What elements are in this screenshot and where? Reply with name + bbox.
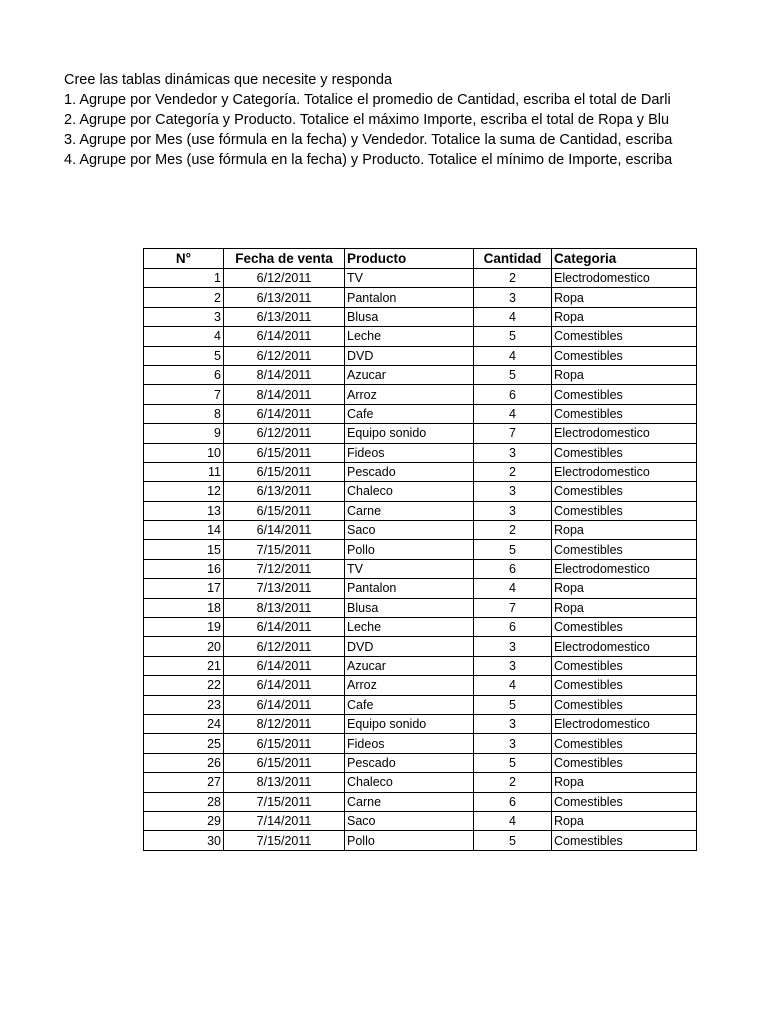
cell-cantidad[interactable]: 4 (474, 307, 552, 326)
cell-fecha[interactable]: 8/12/2011 (224, 714, 345, 733)
cell-categoria[interactable]: Electrodomestico (552, 462, 697, 481)
cell-number[interactable]: 14 (144, 521, 224, 540)
table-row (144, 346, 697, 365)
cell-producto[interactable]: Pollo (345, 831, 474, 850)
cell-number[interactable]: 8 (144, 404, 224, 423)
cell-producto[interactable]: DVD (345, 637, 474, 656)
cell-categoria[interactable]: Electrodomestico (552, 714, 697, 733)
cell-number[interactable]: 7 (144, 385, 224, 404)
cell-categoria[interactable]: Ropa (552, 307, 697, 326)
table-row (144, 598, 697, 617)
cell-producto[interactable]: TV (345, 269, 474, 288)
table-row (144, 482, 697, 501)
cell-fecha[interactable]: 7/15/2011 (224, 831, 345, 850)
cell-fecha[interactable]: 6/12/2011 (224, 637, 345, 656)
table-row (144, 714, 697, 733)
cell-cantidad[interactable]: 4 (474, 579, 552, 598)
table-row (144, 618, 697, 637)
cell-cantidad[interactable]: 5 (474, 365, 552, 384)
cell-producto[interactable]: Pantalon (345, 288, 474, 307)
cell-fecha[interactable]: 6/14/2011 (224, 656, 345, 675)
cell-producto[interactable]: Fideos (345, 443, 474, 462)
cell-categoria[interactable]: Comestibles (552, 792, 697, 811)
cell-categoria[interactable]: Comestibles (552, 443, 697, 462)
cell-categoria[interactable]: Electrodomestico (552, 424, 697, 443)
table-row (144, 753, 697, 772)
table-row (144, 695, 697, 714)
cell-producto[interactable]: Leche (345, 618, 474, 637)
table-row (144, 307, 697, 326)
cell-number[interactable]: 29 (144, 811, 224, 830)
table-row (144, 734, 697, 753)
cell-fecha[interactable]: 6/12/2011 (224, 346, 345, 365)
cell-categoria[interactable]: Comestibles (552, 753, 697, 772)
cell-fecha[interactable]: 6/14/2011 (224, 618, 345, 637)
cell-number[interactable]: 6 (144, 365, 224, 384)
table-row (144, 501, 697, 520)
cell-producto[interactable]: Saco (345, 521, 474, 540)
cell-producto[interactable]: Pantalon (345, 579, 474, 598)
table-row (144, 404, 697, 423)
table-row (144, 521, 697, 540)
cell-fecha[interactable]: 6/14/2011 (224, 404, 345, 423)
cell-categoria[interactable]: Ropa (552, 365, 697, 384)
cell-producto[interactable]: Pescado (345, 753, 474, 772)
cell-categoria[interactable]: Comestibles (552, 540, 697, 559)
cell-fecha[interactable]: 6/14/2011 (224, 327, 345, 346)
cell-producto[interactable]: Fideos (345, 734, 474, 753)
cell-categoria[interactable]: Ropa (552, 773, 697, 792)
cell-cantidad[interactable]: 2 (474, 773, 552, 792)
instruction-item-1: 1. Agrupe por Vendedor y Categoría. Totalice el promedio de Cantidad, escriba el total de Darli (64, 92, 671, 108)
cell-fecha[interactable]: 6/12/2011 (224, 424, 345, 443)
cell-number[interactable]: 21 (144, 656, 224, 675)
cell-fecha[interactable]: 6/14/2011 (224, 521, 345, 540)
table-row (144, 811, 697, 830)
table-row (144, 579, 697, 598)
table-row (144, 269, 697, 288)
cell-producto[interactable]: Saco (345, 811, 474, 830)
cell-number[interactable]: 3 (144, 307, 224, 326)
cell-cantidad[interactable]: 3 (474, 288, 552, 307)
cell-number[interactable]: 22 (144, 676, 224, 695)
cell-categoria[interactable]: Ropa (552, 598, 697, 617)
cell-cantidad[interactable]: 3 (474, 637, 552, 656)
cell-cantidad[interactable]: 6 (474, 385, 552, 404)
cell-categoria[interactable]: Electrodomestico (552, 269, 697, 288)
cell-number[interactable]: 15 (144, 540, 224, 559)
cell-categoria[interactable]: Comestibles (552, 618, 697, 637)
cell-fecha[interactable]: 7/15/2011 (224, 792, 345, 811)
cell-fecha[interactable]: 7/14/2011 (224, 811, 345, 830)
cell-producto[interactable]: Azucar (345, 656, 474, 675)
cell-cantidad[interactable]: 3 (474, 714, 552, 733)
cell-fecha[interactable]: 6/13/2011 (224, 482, 345, 501)
cell-categoria[interactable]: Comestibles (552, 346, 697, 365)
cell-number[interactable]: 19 (144, 618, 224, 637)
cell-categoria[interactable]: Ropa (552, 579, 697, 598)
cell-fecha[interactable]: 7/13/2011 (224, 579, 345, 598)
cell-number[interactable]: 13 (144, 501, 224, 520)
cell-fecha[interactable]: 8/13/2011 (224, 773, 345, 792)
cell-fecha[interactable]: 7/12/2011 (224, 559, 345, 578)
cell-number[interactable]: 23 (144, 695, 224, 714)
cell-number[interactable]: 16 (144, 559, 224, 578)
cell-categoria[interactable]: Electrodomestico (552, 637, 697, 656)
cell-cantidad[interactable]: 7 (474, 424, 552, 443)
cell-categoria[interactable]: Comestibles (552, 501, 697, 520)
cell-number[interactable]: 17 (144, 579, 224, 598)
cell-number[interactable]: 12 (144, 482, 224, 501)
cell-categoria[interactable]: Comestibles (552, 385, 697, 404)
cell-fecha[interactable]: 6/15/2011 (224, 501, 345, 520)
cell-cantidad[interactable]: 3 (474, 734, 552, 753)
cell-cantidad[interactable]: 5 (474, 831, 552, 850)
cell-number[interactable]: 9 (144, 424, 224, 443)
cell-fecha[interactable]: 6/14/2011 (224, 695, 345, 714)
cell-categoria[interactable]: Comestibles (552, 656, 697, 675)
table-row (144, 637, 697, 656)
table-row (144, 288, 697, 307)
cell-cantidad[interactable]: 5 (474, 753, 552, 772)
cell-number[interactable]: 10 (144, 443, 224, 462)
cell-producto[interactable]: Carne (345, 792, 474, 811)
table-header-row (144, 249, 697, 269)
cell-categoria[interactable]: Comestibles (552, 676, 697, 695)
cell-cantidad[interactable]: 5 (474, 695, 552, 714)
table-body (144, 269, 697, 851)
cell-categoria[interactable]: Comestibles (552, 327, 697, 346)
instruction-item-3: 3. Agrupe por Mes (use fórmula en la fecha) y Vendedor. Totalice la suma de Cantidad, escriba (64, 132, 673, 148)
cell-producto[interactable]: Cafe (345, 404, 474, 423)
cell-number[interactable]: 28 (144, 792, 224, 811)
cell-number[interactable]: 25 (144, 734, 224, 753)
cell-categoria[interactable]: Electrodomestico (552, 559, 697, 578)
header-number[interactable]: N° (144, 249, 224, 269)
cell-cantidad[interactable]: 4 (474, 346, 552, 365)
cell-cantidad[interactable]: 5 (474, 327, 552, 346)
cell-number[interactable]: 30 (144, 831, 224, 850)
table-row (144, 773, 697, 792)
cell-producto[interactable]: Cafe (345, 695, 474, 714)
cell-number[interactable]: 2 (144, 288, 224, 307)
cell-producto[interactable]: Equipo sonido (345, 424, 474, 443)
cell-fecha[interactable]: 6/15/2011 (224, 753, 345, 772)
cell-fecha[interactable]: 6/12/2011 (224, 269, 345, 288)
cell-cantidad[interactable]: 3 (474, 501, 552, 520)
cell-number[interactable]: 4 (144, 327, 224, 346)
cell-number[interactable]: 11 (144, 462, 224, 481)
cell-fecha[interactable]: 8/14/2011 (224, 385, 345, 404)
table-row (144, 559, 697, 578)
cell-producto[interactable]: Pollo (345, 540, 474, 559)
cell-fecha[interactable]: 8/14/2011 (224, 365, 345, 384)
cell-number[interactable]: 5 (144, 346, 224, 365)
cell-number[interactable]: 18 (144, 598, 224, 617)
cell-cantidad[interactable]: 2 (474, 462, 552, 481)
header-cantidad[interactable]: Cantidad (474, 249, 552, 269)
table-row (144, 327, 697, 346)
header-producto[interactable]: Producto (345, 249, 474, 269)
cell-cantidad[interactable]: 3 (474, 443, 552, 462)
cell-categoria[interactable]: Comestibles (552, 404, 697, 423)
cell-number[interactable]: 27 (144, 773, 224, 792)
table-row (144, 443, 697, 462)
table-row (144, 540, 697, 559)
cell-number[interactable]: 26 (144, 753, 224, 772)
cell-fecha[interactable]: 7/15/2011 (224, 540, 345, 559)
cell-producto[interactable]: Arroz (345, 676, 474, 695)
cell-cantidad[interactable]: 6 (474, 618, 552, 637)
table-row (144, 676, 697, 695)
cell-number[interactable]: 20 (144, 637, 224, 656)
cell-cantidad[interactable]: 5 (474, 540, 552, 559)
cell-cantidad[interactable]: 3 (474, 656, 552, 675)
cell-producto[interactable]: Equipo sonido (345, 714, 474, 733)
table-row (144, 656, 697, 675)
cell-cantidad[interactable]: 7 (474, 598, 552, 617)
cell-producto[interactable]: Chaleco (345, 482, 474, 501)
cell-cantidad[interactable]: 3 (474, 482, 552, 501)
cell-producto[interactable]: Chaleco (345, 773, 474, 792)
cell-fecha[interactable]: 6/13/2011 (224, 307, 345, 326)
cell-categoria[interactable]: Comestibles (552, 482, 697, 501)
header-categoria[interactable]: Categoria (552, 249, 697, 269)
instruction-item-2: 2. Agrupe por Categoría y Producto. Totalice el máximo Importe, escriba el total de Ropa y Blu (64, 112, 670, 128)
cell-cantidad[interactable]: 2 (474, 521, 552, 540)
cell-cantidad[interactable]: 6 (474, 792, 552, 811)
table-row (144, 831, 697, 850)
cell-categoria[interactable]: Ropa (552, 521, 697, 540)
table-row (144, 462, 697, 481)
cell-categoria[interactable]: Ropa (552, 811, 697, 830)
table-row (144, 792, 697, 811)
cell-cantidad[interactable]: 4 (474, 404, 552, 423)
cell-producto[interactable]: Leche (345, 327, 474, 346)
cell-categoria[interactable]: Comestibles (552, 695, 697, 714)
cell-categoria[interactable]: Comestibles (552, 734, 697, 753)
cell-cantidad[interactable]: 4 (474, 811, 552, 830)
cell-producto[interactable]: Pescado (345, 462, 474, 481)
cell-producto[interactable]: Arroz (345, 385, 474, 404)
cell-fecha[interactable]: 8/13/2011 (224, 598, 345, 617)
cell-cantidad[interactable]: 4 (474, 676, 552, 695)
cell-producto[interactable]: TV (345, 559, 474, 578)
cell-fecha[interactable]: 6/15/2011 (224, 462, 345, 481)
table-row (144, 365, 697, 384)
cell-fecha[interactable]: 6/13/2011 (224, 288, 345, 307)
cell-categoria[interactable]: Comestibles (552, 831, 697, 850)
cell-fecha[interactable]: 6/15/2011 (224, 443, 345, 462)
cell-fecha[interactable]: 6/15/2011 (224, 734, 345, 753)
cell-producto[interactable]: Azucar (345, 365, 474, 384)
instructions-title: Cree las tablas dinámicas que necesite y responda (64, 72, 393, 88)
cell-producto[interactable]: Blusa (345, 598, 474, 617)
cell-fecha[interactable]: 6/14/2011 (224, 676, 345, 695)
table-row (144, 424, 697, 443)
instructions-block (64, 70, 696, 170)
cell-number[interactable]: 24 (144, 714, 224, 733)
cell-cantidad[interactable]: 2 (474, 269, 552, 288)
header-fecha-de-venta[interactable]: Fecha de venta (224, 249, 345, 269)
cell-producto[interactable]: Carne (345, 501, 474, 520)
cell-cantidad[interactable]: 6 (474, 559, 552, 578)
cell-producto[interactable]: DVD (345, 346, 474, 365)
cell-number[interactable]: 1 (144, 269, 224, 288)
instruction-item-4: 4. Agrupe por Mes (use fórmula en la fecha) y Producto. Totalice el mínimo de Importe, escriba (64, 152, 673, 168)
cell-categoria[interactable]: Ropa (552, 288, 697, 307)
cell-producto[interactable]: Blusa (345, 307, 474, 326)
sales-table (143, 248, 697, 851)
table-row (144, 385, 697, 404)
